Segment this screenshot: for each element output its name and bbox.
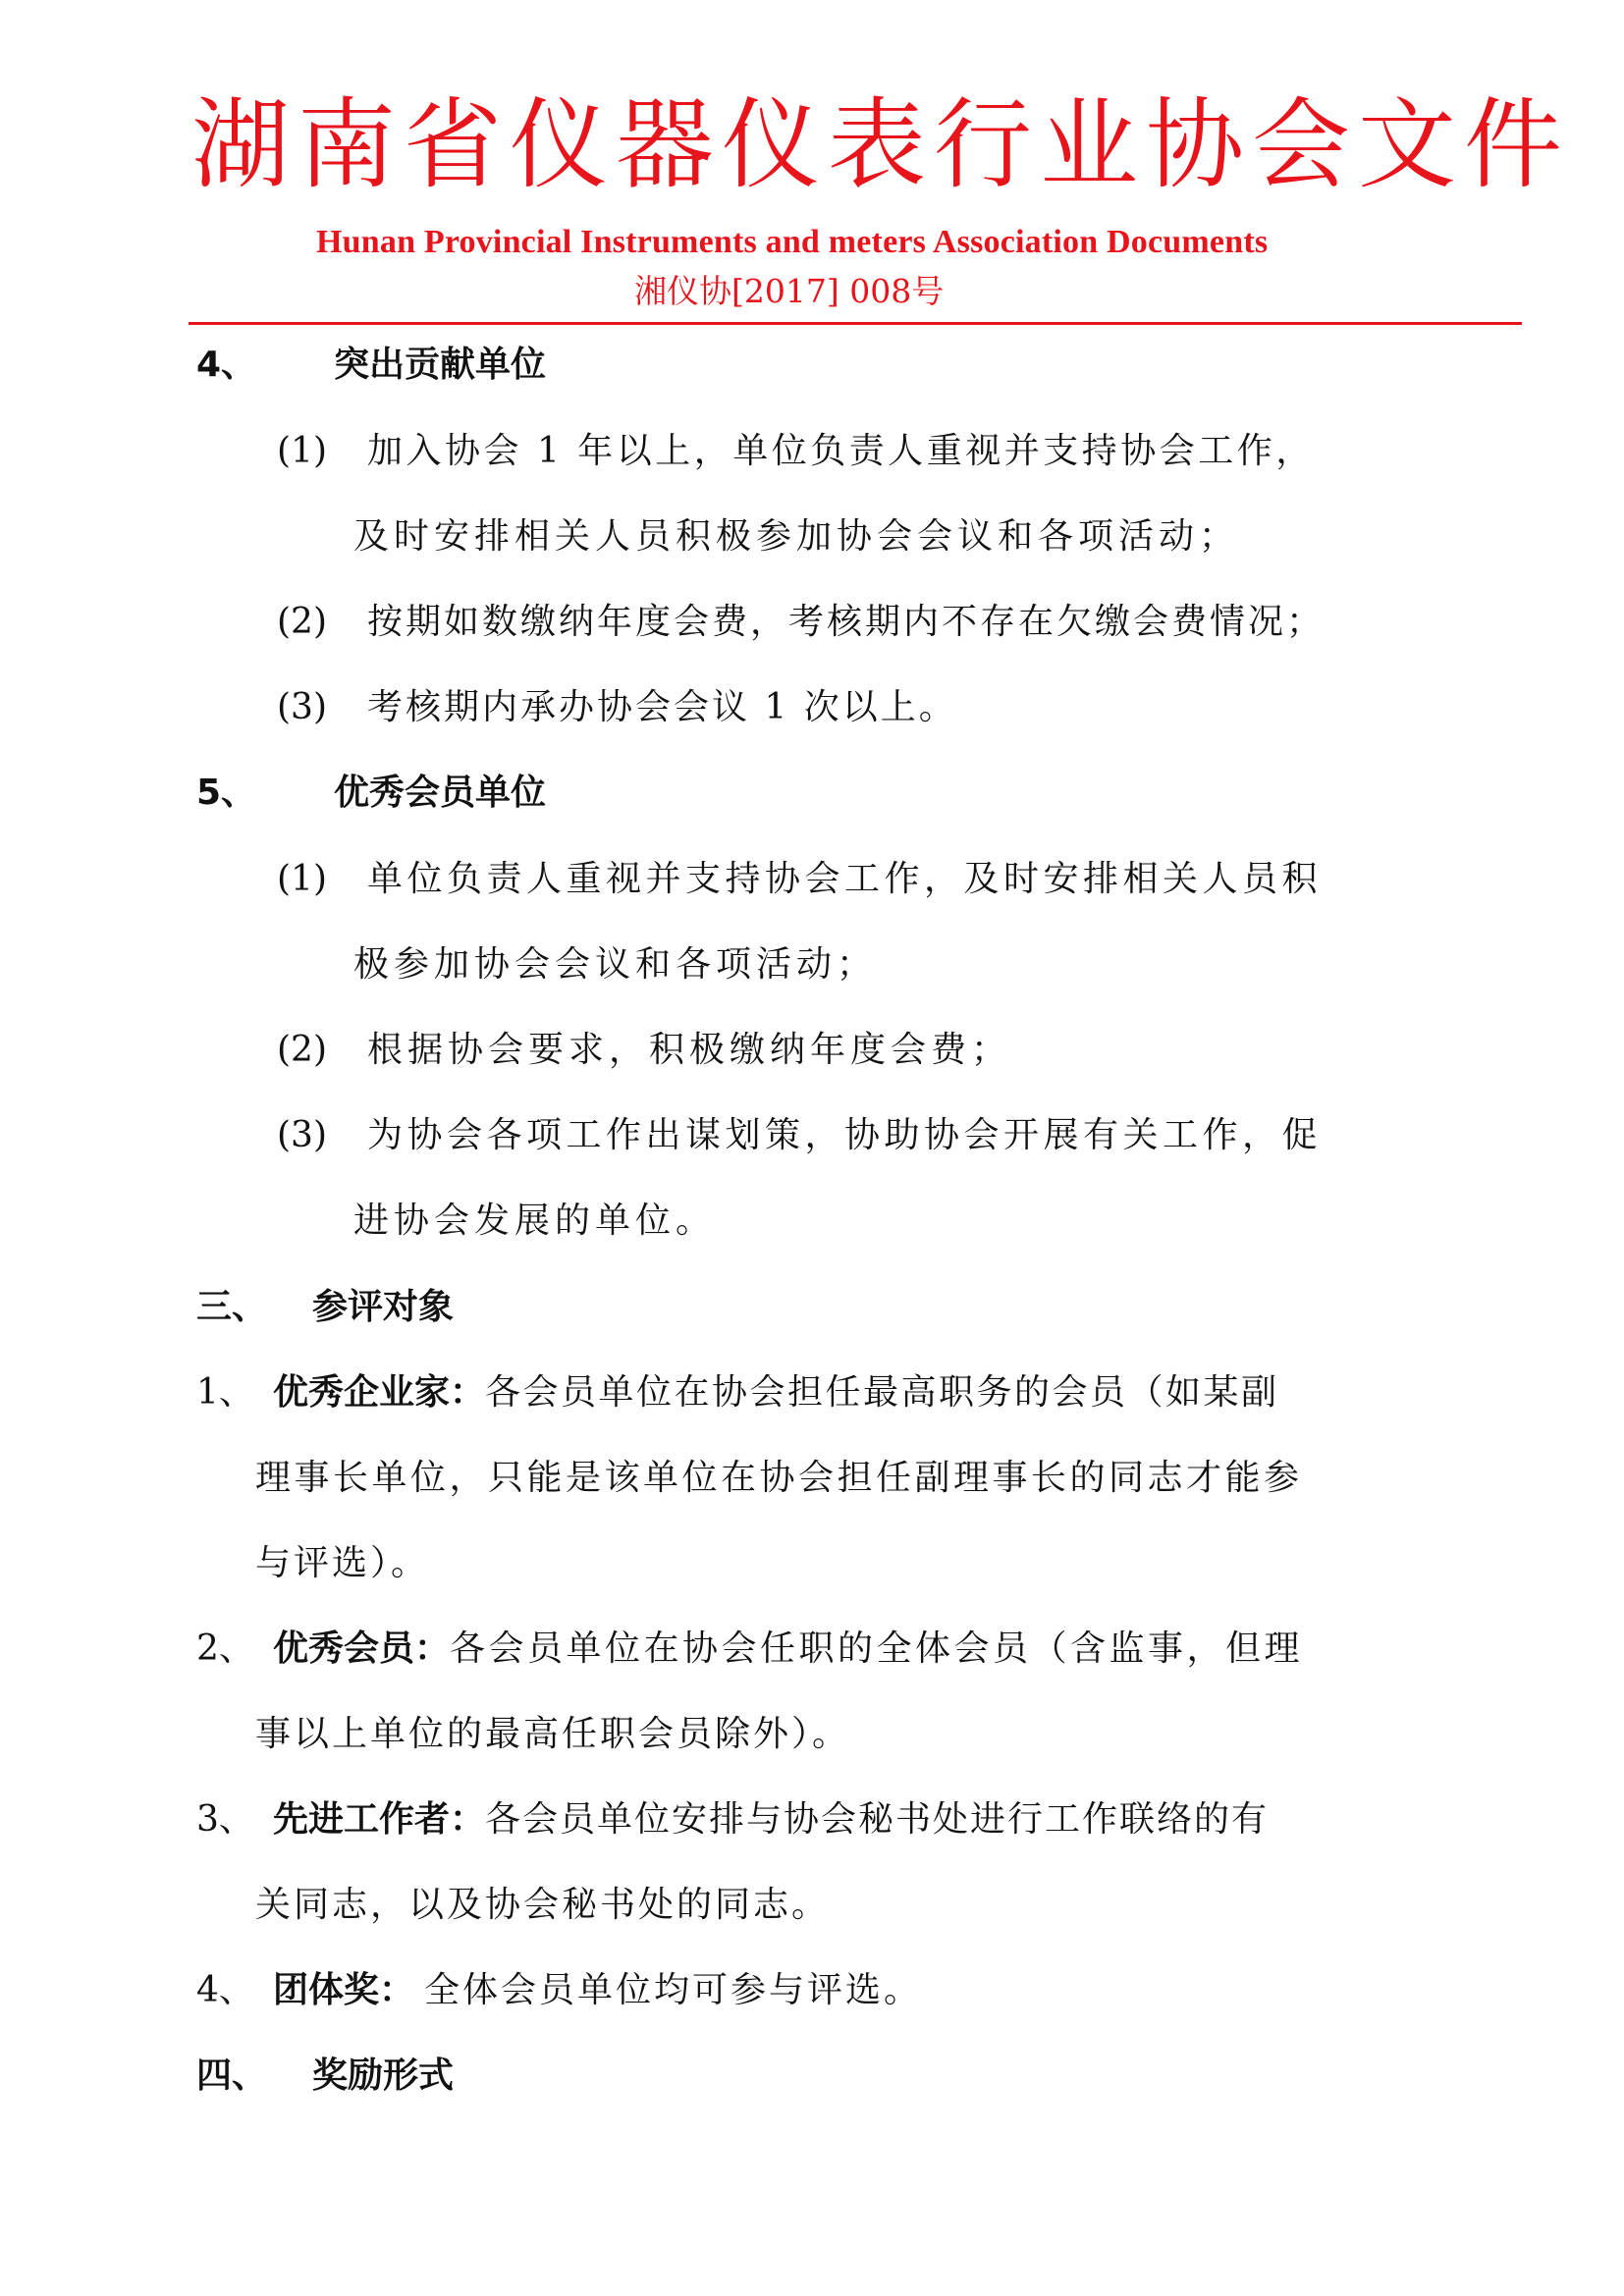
item-index: (2) [277, 1030, 327, 1070]
section-number: 4、 [196, 345, 257, 385]
item-index: (3) [277, 687, 327, 727]
section-4-item-3 [277, 684, 957, 731]
item-index: (2) [277, 602, 327, 642]
item-text: 按期如数缴纳年度会费，考核期内不存在欠缴会费情况； [367, 602, 1326, 642]
item-text: 为协会各项工作出谋划策，协助协会开展有关工作，促 [367, 1115, 1323, 1155]
entry-text: 各会员单位在协会担任最高职务的会员（如某副 [485, 1372, 1279, 1413]
item-text: 单位负责人重视并支持协会工作，及时安排相关人员积 [367, 859, 1323, 899]
part-3-entry-2-cont [255, 1711, 850, 1758]
section-5-heading [196, 770, 546, 817]
entry-label: 先进工作者： [273, 1799, 486, 1840]
part-title: 奖励形式 [312, 2056, 455, 2096]
entry-number: 3、 [196, 1799, 254, 1840]
document-header-title: 湖南省仪器仪表行业协会文件 [191, 87, 1570, 202]
entry-text: 各会员单位在协会任职的全体会员（含监事，但理 [450, 1629, 1304, 1669]
item-index: (3) [277, 1115, 327, 1155]
part-number: 三、 [196, 1287, 268, 1327]
section-title: 优秀会员单位 [334, 773, 547, 813]
entry-number: 1、 [196, 1372, 254, 1413]
section-5-item-3-cont [353, 1198, 716, 1245]
part-number: 四、 [196, 2056, 268, 2096]
section-5-item-2 [277, 1027, 1011, 1074]
section-4-heading [196, 342, 546, 389]
item-text: 进协会发展的单位。 [353, 1201, 717, 1241]
section-5-item-3 [277, 1112, 1322, 1159]
section-title: 突出贡献单位 [334, 345, 547, 385]
part-3-entry-3 [196, 1796, 1269, 1843]
item-index: (1) [277, 859, 327, 899]
part-3-entry-3-cont [255, 1882, 830, 1929]
document-header-english: Hunan Provincial Instruments and meters Association Documents [316, 224, 1269, 260]
item-text: 极参加协会会议和各项活动； [353, 944, 878, 985]
entry-text: 各会员单位安排与协会秘书处进行工作联络的有 [485, 1799, 1270, 1840]
section-4-item-2 [277, 599, 1325, 646]
entry-number: 4、 [196, 1970, 254, 2010]
part-3-heading [196, 1284, 454, 1331]
entry-number: 2、 [196, 1629, 254, 1669]
entry-text: 与评选）。 [255, 1543, 430, 1583]
part-4-heading [196, 2053, 454, 2100]
entry-label: 优秀企业家： [273, 1372, 486, 1413]
item-text: 根据协会要求，积极缴纳年度会费； [367, 1030, 1012, 1070]
section-5-item-1 [277, 856, 1322, 903]
entry-label: 优秀会员： [273, 1629, 451, 1669]
item-text: 加入协会 1 年以上，单位负责人重视并支持协会工作， [367, 431, 1315, 471]
header-divider [189, 322, 1522, 325]
entry-text: 关同志，以及协会秘书处的同志。 [255, 1885, 831, 1925]
part-3-entry-1-cont [255, 1455, 1303, 1502]
section-number: 5、 [196, 773, 257, 813]
section-4-item-1 [277, 428, 1315, 475]
item-index: (1) [277, 431, 327, 471]
entry-text: 全体会员单位均可参与评选。 [424, 1970, 923, 2010]
entry-text: 事以上单位的最高任职会员除外）。 [255, 1714, 851, 1754]
entry-text: 理事长单位，只能是该单位在协会担任副理事长的同志才能参 [255, 1458, 1303, 1498]
item-text: 考核期内承办协会会议 1 次以上。 [367, 687, 957, 727]
item-text: 及时安排相关人员积极参加协会会议和各项活动； [353, 516, 1240, 557]
document-number: 湘仪协[2017] 008号 [634, 272, 945, 310]
part-3-entry-1-cont2 [255, 1540, 429, 1587]
part-title: 参评对象 [312, 1287, 455, 1327]
section-4-item-1-cont [353, 513, 1239, 561]
entry-label: 团体奖： [273, 1970, 415, 2010]
part-3-entry-2 [196, 1626, 1303, 1673]
part-3-entry-4 [196, 1967, 922, 2014]
section-5-item-1-cont [353, 941, 877, 988]
part-3-entry-1 [196, 1369, 1279, 1416]
